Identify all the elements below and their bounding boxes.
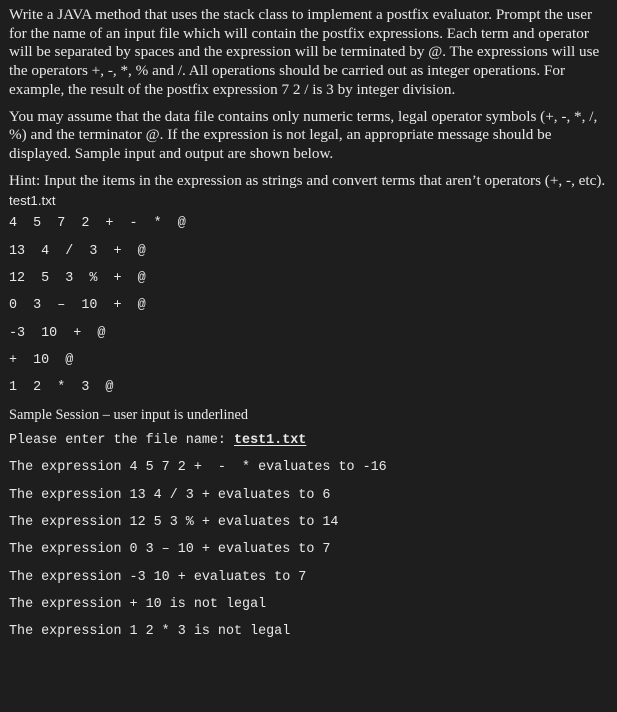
session-output-line: The expression 12 5 3 % + evaluates to 14 bbox=[9, 515, 339, 530]
input-file-name: test1.txt bbox=[9, 193, 56, 209]
input-file-lines bbox=[9, 215, 609, 397]
session-prompt-line bbox=[9, 432, 609, 450]
instruction-paragraph-2: You may assume that the data file contains only numeric terms, legal operator symbols (+, -, *, /, %) and the terminator @. If the expression is not legal, an appropriate message should be displayed. Sample input and output are shown below. bbox=[9, 107, 598, 162]
session-output-line: The expression + 10 is not legal bbox=[9, 596, 267, 612]
input-line: -3 10 + @ bbox=[9, 325, 106, 341]
input-line: 0 3 – 10 + @ bbox=[9, 298, 146, 314]
instruction-paragraph-1: Write a JAVA method that uses the stack class to implement a postfix evaluator. Prompt the user for the name of an input file which will contain the postfix expressions. Each term and operator will be separated by spaces and the expression will be terminated by @. The expressions will use the operators +, -, *, % and /. All operations should be carried out as integer operations. For example, the result of the postfix expression 7 2 / is 3 by integer division. bbox=[9, 6, 600, 98]
session-output-line: The expression 4 5 7 2 + - * evaluates to -16 bbox=[9, 460, 387, 476]
input-line: + 10 @ bbox=[9, 352, 74, 368]
sample-session-title: Sample Session – user input is underlined bbox=[9, 407, 249, 424]
user-input-filename: test1.txt bbox=[234, 433, 307, 449]
session-output-line: The expression 0 3 – 10 + evaluates to 7 bbox=[9, 542, 331, 558]
input-line: 12 5 3 % + @ bbox=[9, 270, 146, 286]
session-output-line: The expression -3 10 + evaluates to 7 bbox=[9, 569, 307, 585]
file-prompt: Please enter the file name: bbox=[9, 433, 234, 449]
input-line: 4 5 7 2 + - * @ bbox=[9, 216, 186, 232]
input-line: 1 2 * 3 @ bbox=[9, 380, 114, 396]
assignment-document bbox=[9, 6, 609, 641]
session-output-line: The expression 1 2 * 3 is not legal bbox=[9, 624, 291, 640]
hint-paragraph: Hint: Input the items in the expression as strings and convert terms that aren’t operators (+, -, etc). bbox=[9, 171, 606, 189]
input-line: 13 4 / 3 + @ bbox=[9, 243, 146, 259]
session-output-line: The expression 13 4 / 3 + evaluates to 6 bbox=[9, 487, 331, 503]
sample-session bbox=[9, 432, 609, 641]
